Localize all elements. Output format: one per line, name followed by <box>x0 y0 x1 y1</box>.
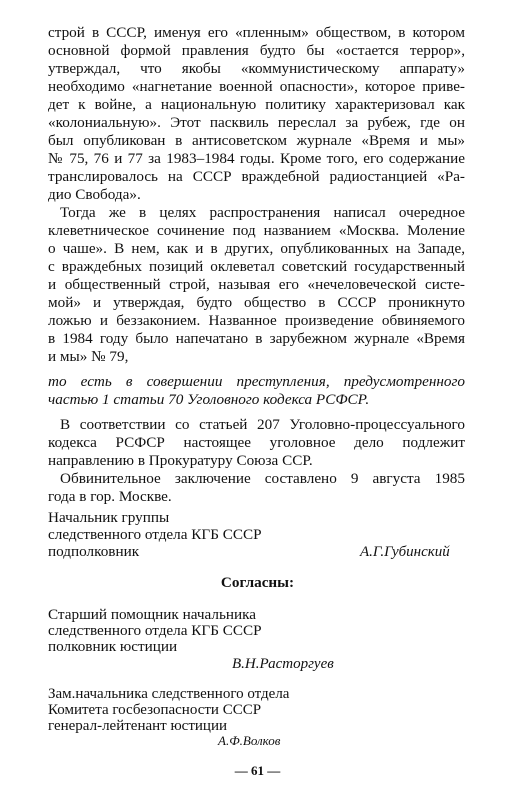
signature-3-title: Комитета госбезопасности СССР <box>48 702 262 718</box>
signature-1-title: подполковник <box>48 543 140 560</box>
signature-2-title: полковник юстиции <box>48 638 178 655</box>
body-line: № 75, 76 и 77 за 1983–1984 годы. Кроме того, его содержание <box>48 150 465 167</box>
signature-3-title: генерал-лейтенант юстиции <box>48 718 227 734</box>
body-line: транслировалось на СССР враждебной радиостанцией «Ра- <box>48 168 465 185</box>
signature-1-title: Начальник группы <box>48 509 170 526</box>
signature-3-title: Зам.начальника следственного отдела <box>48 686 290 702</box>
body-line: и мы» № 79, <box>48 348 129 365</box>
body-line: Обвинительное заключение составлено 9 августа 1985 <box>60 470 465 487</box>
body-line: клеветническое сочинение под названием «Москва. Моление <box>48 222 465 239</box>
body-line: дет к войне, а национальную политику характеризовал как <box>48 96 465 113</box>
body-line: был опубликован в антисоветском журнале «Время и мы» <box>48 132 465 149</box>
page-number: — 61 — <box>234 763 281 778</box>
body-line: Тогда же в целях распространения написал очередное <box>60 204 465 221</box>
body-line: «колониальную». Этот пасквиль переслал за рубеж, где он <box>48 114 465 131</box>
body-line: мой» и утверждая, будто общество в СССР проникнуто <box>48 294 465 311</box>
signature-1-name: А.Г.Губинский <box>360 544 450 560</box>
signature-2-title: Старший помощник начальника <box>48 606 257 623</box>
body-line: кодекса РСФСР настоящее уголовное дело подлежит <box>48 434 465 451</box>
body-line: направлению в Прокуратуру Союза ССР. <box>48 452 313 469</box>
body-line: и общественный строй, называя его «нечеловеческой систе- <box>48 276 465 293</box>
body-line: основной формой правления будто бы «остается террор», <box>48 42 465 59</box>
agreed-heading: Согласны: <box>220 574 295 591</box>
body-line: ложью и беззаконием. Названное произведение обвиняемого <box>48 312 465 329</box>
body-line: строй в СССР, именуя его «пленным» обществом, в котором <box>48 24 465 41</box>
signature-2-title: следственного отдела КГБ СССР <box>48 622 262 639</box>
body-line: с враждебных позиций оклеветал советский государственный <box>48 258 465 275</box>
body-line: необходимо «нагнетание военной опасности», которое приве- <box>48 78 465 95</box>
signature-2-name: В.Н.Расторгуев <box>232 656 334 672</box>
signature-3-name: А.Ф.Волков <box>218 733 281 748</box>
body-line: года в гор. Москве. <box>48 488 172 505</box>
charge-line: частью 1 статьи 70 Уголовного кодекса РСФСР. <box>48 391 370 408</box>
body-line: В соответствии со статьей 207 Уголовно-процессуального <box>60 416 465 433</box>
body-line: утверждал, что якобы «коммунистическому аппарату» <box>48 60 465 77</box>
signature-1-title: следственного отдела КГБ СССР <box>48 526 262 543</box>
body-line: в 1984 году было напечатано в зарубежном журнале «Время <box>48 330 465 347</box>
charge-line: то есть в совершении преступления, предусмотренного <box>48 373 465 390</box>
body-line: о чаше». В нем, как и в других, опубликованных на Западе, <box>48 240 465 257</box>
body-line: дио Свобода». <box>48 186 141 203</box>
